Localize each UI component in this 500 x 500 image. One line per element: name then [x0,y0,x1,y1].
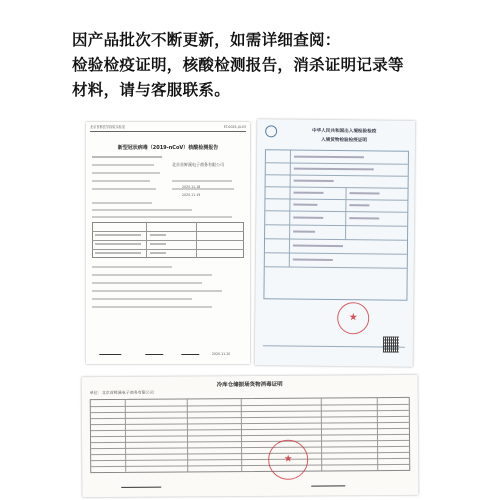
notice-line-1: 因产品批次不断更新，如需详细查阅： [72,31,341,49]
report-date-c: 2020.11.20 [212,352,231,356]
disinfection-certificate-document [82,375,419,497]
report-title: 新型冠状病毒（2019-nCoV）核酸检测报告 [117,145,219,151]
nucleic-acid-report-document [86,122,250,364]
disinfect-signature-2 [311,479,347,486]
report-top-rule [90,131,246,132]
report-top-left: 北京首都医学检验实验室 [90,125,126,129]
cert-title-line1: 中华人民共和国出入境检验检疫 [311,128,377,135]
cert-red-seal: ★ [337,302,369,334]
report-info-block [92,156,244,196]
disinfect-table [90,397,411,473]
disinfect-title: 冷库仓储振场货物消毒证明 [216,381,283,389]
cert-table [263,149,409,300]
disinfect-signature [121,481,163,488]
report-company: 北京首鲜溪电子商务有限公司 [172,162,224,167]
notice-line-3: 材料，请与客服联系。 [72,81,231,99]
report-top-right: ET-0025-J4-V3 [223,125,246,129]
cert-barcode-icon [383,337,399,353]
results-table [92,222,244,258]
disinfect-company-line: 单位：北京首鲜溪电子商务有限公司 [89,389,154,396]
inspection-certificate-document [255,119,416,367]
disinfect-red-seal: ★ [268,440,308,480]
info-notice [72,28,452,103]
report-date-a: 2020.11.18 [182,185,201,189]
report-notes [92,262,244,322]
notice-line-2: 检验检疫证明，核酸检测报告，消杀证明记录等 [72,56,404,74]
cert-emblem-icon [265,125,277,137]
report-date-b: 2020.11.19 [182,193,201,197]
cert-title-line2: 入境货物检验检疫证明 [321,137,368,144]
